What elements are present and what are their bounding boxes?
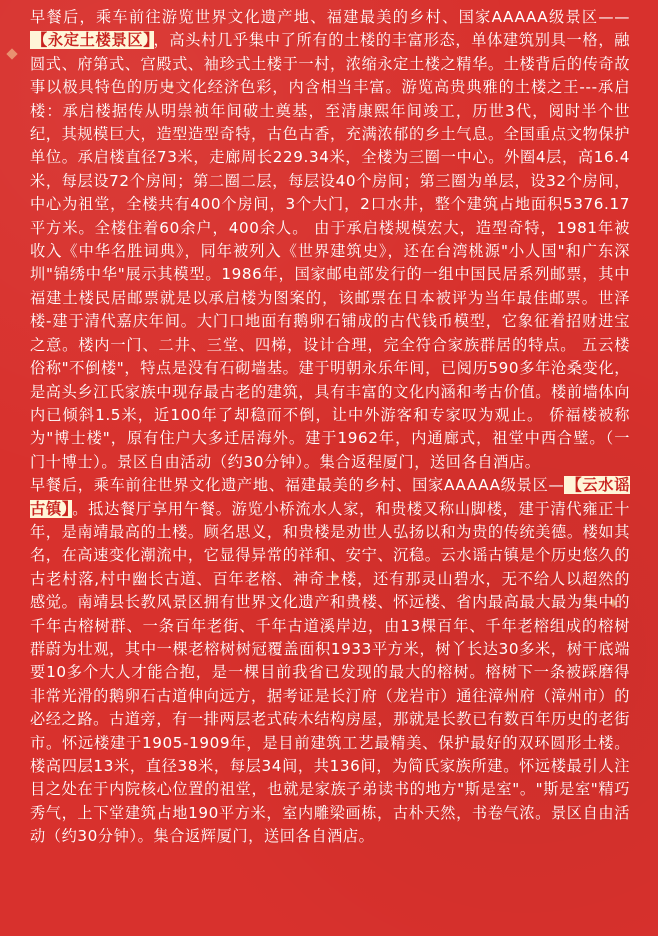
paragraph-yunshuiyao (30, 474, 630, 849)
paragraph-intro: 早餐后，乘车前往世界文化遗产地、福建最美的乡村、国家AAAAA级景区— (30, 476, 565, 495)
scenic-area-highlight: 【云水谣古镇】 (30, 476, 631, 518)
paragraph-intro: 早餐后，乘车前往游览世界文化遗产地、福建最美的乡村、国家AAAAA级景区—— (30, 8, 630, 26)
confetti-decoration (6, 48, 17, 59)
paragraph-yongding (30, 6, 630, 474)
paragraph-body: 。抵达餐厅享用午餐。游览小桥流水人家，和贵楼又称山脚楼，建于清代雍正十年，是南靖最高的土楼。顾名思义，和贵楼是劝世人弘扬以和为贵的传统美德。楼如其名，在高速变化潮流中，它显得异常的祥和、安宁、沉稳。云水谣古镇是个历史悠久的古老村落,村中幽长古道、百年老榕、神奇土楼，还有那灵山碧水，无不给人以超然的感觉。南靖县长教风景区拥有世界文化遗产和贵楼、怀远楼、省内最高最大最为集中的千年古榕树群、一条百年老街、千年古道溪岸边，由13棵百年、千年老榕组成的榕树群蔚为壮观，其中一棵老榕树树冠覆盖面积1933平方米，树丫长达30多米，树干底端要10多个大人才能合抱，是一棵目前我省已发现的最大的榕树。榕树下一条被踩磨得非常光滑的鹅卵石古道伸向远方，据考证是长汀府（龙岩市）通往漳州府（漳州市）的必经之路。古道旁，有一排两层老式砖木结构房屋，那就是长教已有数百年历史的老街市。怀远楼建于1905-1909年，是目前建筑工艺最精美、保护最好的双环圆形土楼。楼高四层13米，直径38米，每层34间，共136间，为简氏家族所建。怀远楼最引人注目之处在于内院核心位置的祖堂，也就是家族子弟读书的地方"斯是室"。"斯是室"精巧秀气，上下堂建筑占地190平方米，室内雕梁画栋，古朴天然，书卷气浓。景区自由活动（约30分钟）。集合返辉厦门，送回各自酒店。 (30, 499, 631, 846)
paragraph-body: ，高头村几乎集中了所有的土楼的丰富形态，单体建筑别具一格，融圆式、府第式、宫殿式、袖珍式土楼于一村，浓缩永定土楼之精华。土楼背后的传奇故事以极具特色的历史文化经济色彩，内含相当丰富。游览高贵典雅的土楼之王---承启楼：承启楼据传从明崇祯年间破土奠基，至清康熙年间竣工，历世3代，阅时半个世纪，其规模巨大，造型造型奇特，古色古香，充满浓郁的乡土气息。全国重点文物保护单位。承启楼直径73米，走廊周长229.34米，全楼为三圈一中心。外圈4层，高16.4米，每层设72个房间；第二圈二层，每层设40个房间；第三圈为单层，设32个房间，中心为祖堂，全楼共有400个房间，3个大门，2口水井，整个建筑占地面积5376.17平方米。全楼住着60余户，400余人。 由于承启楼规模宏大，造型奇特，1981年被收入《中华名胜词典》，同年被列入《世界建筑史》，还在台湾桃源"小人国"和广东深圳"锦绣中华"展示其模型。1986年，国家邮电部发行的一组中国民居系列邮票，其中福建土楼民居邮票就是以承启楼为图案的，该邮票在日本被评为当年最佳邮票。世泽楼-建于清代嘉庆年间。大门口地面有鹅卵石铺成的古代钱币模型，它象征着招财进宝之意。楼内一门、二井、三堂、四梯，设计合理，完全符合家族群居的特点。 五云楼俗称"不倒楼"，特点是没有石砌墙基。建于明朝永乐年间，已阅历590多年沧桑变化，是高头乡江氏家族中现存最古老的建筑，具有丰富的文化内涵和考古价值。楼前墙体向内已倾斜1.5米，近100年了却稳而不倒，让中外游客和专家叹为观止。 侨福楼被称为"博士楼"，原有住户大多迁居海外。建于1962年，内通廊式，祖堂中西合璧。（一门十博士）。景区自由活动（约30分钟）。集合返程厦门，送回各自酒店。 (30, 31, 631, 471)
itinerary-text (30, 6, 630, 849)
scenic-area-highlight: 【永定土楼景区】 (32, 31, 152, 50)
